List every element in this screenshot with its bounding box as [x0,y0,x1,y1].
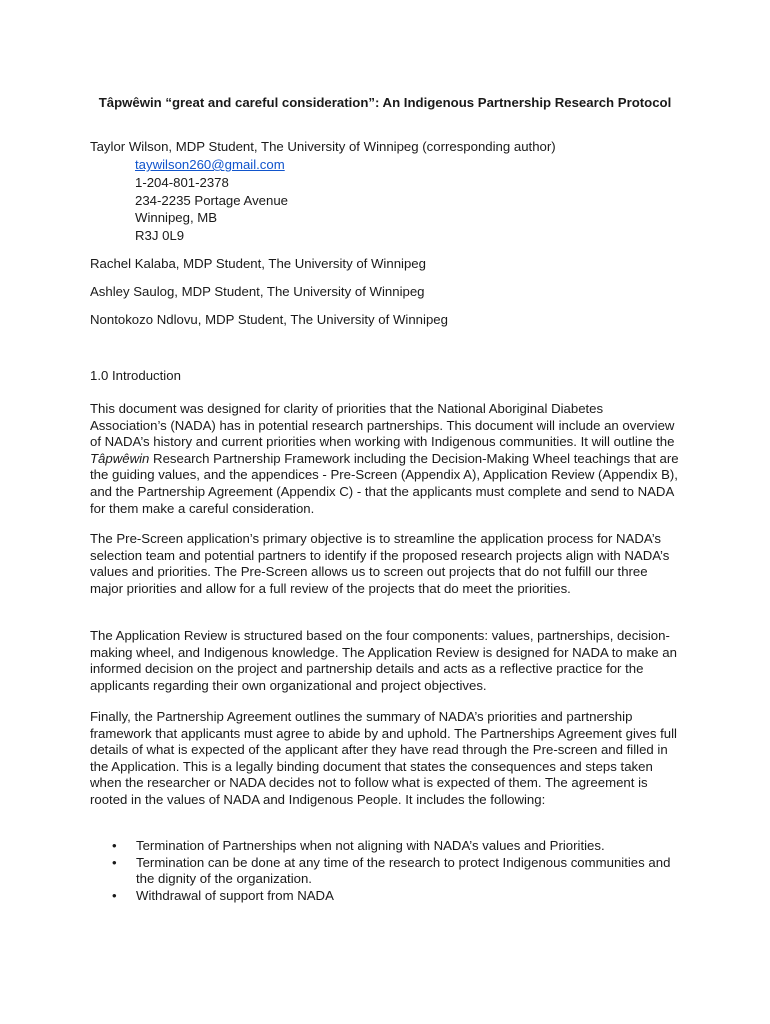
author-city: Winnipeg, MB [135,210,218,225]
co-author: Ashley Saulog, MDP Student, The University of Winnipeg [90,284,425,299]
list-item-text: Termination of Partnerships when not aligning with NADA’s values and Priorities. [136,838,605,853]
list-item-text: Termination can be done at any time of the research to protect Indigenous communities and the dignity of the organization. [136,854,671,887]
tapwewin-italic: Tâpwêwin [90,450,150,466]
intro-paragraph-4: Finally, the Partnership Agreement outlines the summary of NADA’s priorities and partnership framework that applicants must agree to abide by and uphold. The Partnerships Agreement gives full details of what is expected of the applicant after they have read through the Pre-screen and filled in the Application. This is a legally binding document that states the consequences and steps taken when the researcher or NADA decides not to follow what is expected of them. The agreement is rooted in the values of NADA and Indigenous People. It includes the following: [90,709,677,807]
intro-paragraph-3: The Application Review is structured based on the four components: values, partnerships, decision-making wheel, and Indigenous knowledge. The Application Review is designed for NADA to make an informed decision on the project and partnership details and acts as a reflective practice for the applicants regarding their own organizational and project objectives. [90,628,677,693]
agreement-bullet-list [90,838,682,904]
list-item [90,855,682,888]
list-item [90,838,682,855]
p1-text-start: This document was designed for clarity of priorities that the National Aboriginal Diabetes Association’s (NADA) has in potential research partnerships. This document will include an overview of NADA’s history and current priorities when working with Indigenous communities. It will outline the [90,401,675,450]
p1-text-end: Research Partnership Framework including the Decision-Making Wheel teachings that are the guiding values, and the appendices - Pre-Screen (Appendix A), Application Review (Appendix B), and the Partnership Agreement (Appendix C) - that the applicants must complete and send to NADA for them make a careful consideration. [90,450,679,516]
bullet-icon: • [112,854,117,870]
section-heading: 1.0 Introduction [90,368,181,383]
intro-paragraph-2: The Pre-Screen application’s primary objective is to streamline the application process for NADA’s selection team and potential partners to identify if the proposed research projects align with NADA’s values and priorities. The Pre-Screen allows us to screen out projects that do not fulfill our three major priorities and allow for a full review of the projects that do meet the priorities. [90,531,670,596]
author-email-link[interactable]: taywilson260@gmail.com [135,157,285,172]
co-author: Nontokozo Ndlovu, MDP Student, The University of Winnipeg [90,312,448,327]
list-item [90,888,682,905]
list-item-text: Withdrawal of support from NADA [136,887,334,903]
primary-author: Taylor Wilson, MDP Student, The University of Winnipeg (corresponding author) [90,139,556,154]
co-author: Rachel Kalaba, MDP Student, The University of Winnipeg [90,256,426,271]
bullet-icon: • [112,887,117,903]
author-address: 234-2235 Portage Avenue [135,193,289,208]
author-phone: 1-204-801-2378 [135,175,229,190]
author-postal-code: R3J 0L9 [135,228,185,243]
document-title: Tâpwêwin “great and careful consideration”: An Indigenous Partnership Research Protocol [98,95,672,110]
author-email-line [135,157,285,174]
bullet-icon: • [112,838,117,853]
intro-paragraph-1 [90,401,682,517]
